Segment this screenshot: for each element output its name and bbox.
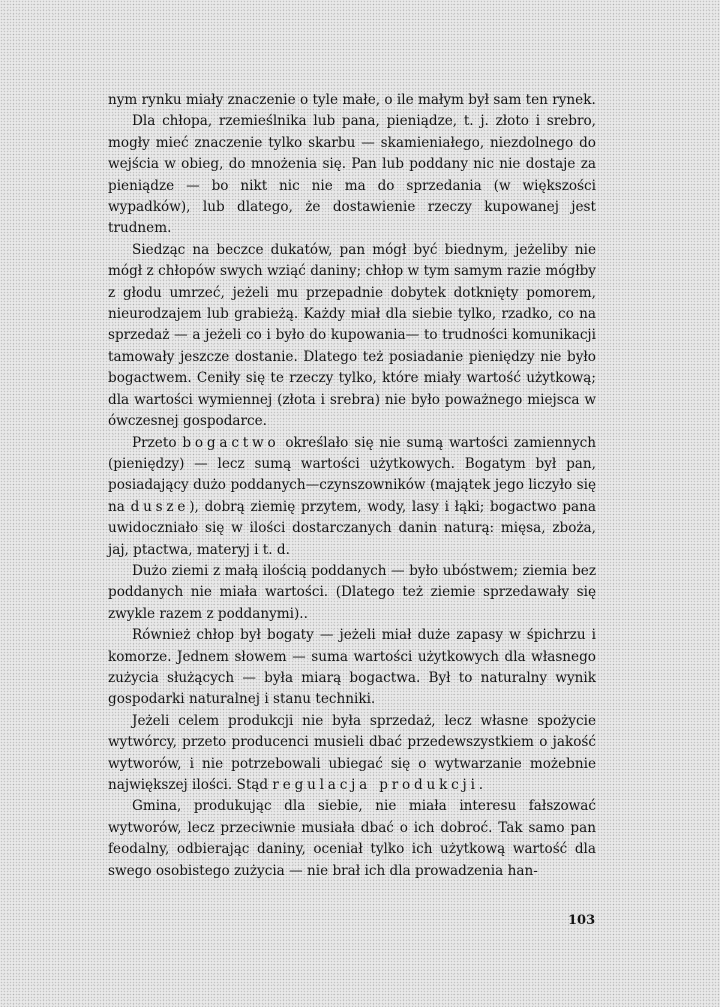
page-text (108, 90, 596, 882)
spaced-emphasis-text: bogactwo (182, 434, 280, 451)
paragraph-text-run: Dużo ziemi z małą ilością poddanych — było ubóstwem; ziemia bez poddanych nie miała wartości. (Dlatego też ziemie sprzedawały się zwykle razem z poddanymi).. (108, 562, 596, 622)
paragraph-p4 (108, 433, 596, 561)
page-number: 103 (568, 913, 596, 928)
spaced-emphasis-text: dusze (130, 498, 190, 515)
paragraph-text-run: Siedząc na beczce dukatów, pan mógł być biednym, jeżeliby nie mógł z chłopów swych wziąć daniny; chłop w tym samym razie mógłby z głodu umrzeć, jeżeli mu przepadnie dobytek dotknięty pomorem, nieurodzajem lub grabieżą. Każdy miał dla siebie tylko, rzadko, co na sprzedaż — a jeżeli co i było do kupowania— to trudności komunikacji tamowały jeszcze dostanie. Dlatego też posiadanie pieniędzy nie było bogactwem. Ceniły się te rzeczy tylko, które miały wartość użytkową; dla wartości wymiennej (złota i srebra) nie było poważnego miejsca w ówczesnej gospodarce. (108, 241, 596, 430)
paragraph-text-run: . (478, 777, 484, 793)
paragraph-text-run: Jeżeli celem produkcji nie była sprzedaż, lecz własne spożycie wytwórcy, przeto producenci musieli dbać przedewszystkiem o jakość wytworów, i nie potrzebowali ubiegać się o wytwarzanie możebnie największej ilości. Stąd (108, 712, 596, 793)
paragraph-text-run: Przeto (132, 434, 183, 451)
paragraph-p2 (108, 111, 596, 239)
paragraph-text-run: ), dobrą ziemię przytem, wody, lasy i łąki; bogactwo pana uwidoczniało się w ilości dostarczanych danin naturą: mięsa, zboża, jaj, ptactwa, materyj i t. d. (108, 498, 597, 558)
paragraph-p7 (108, 711, 596, 797)
paragraph-p1 (108, 90, 596, 111)
paragraph-p3 (108, 240, 596, 433)
paragraph-text-run: Gmina, produkując dla siebie, nie miała interesu fałszować wytworów, lecz przeciwnie musiała dbać o ich dobroć. Tak samo pan feodalny, odbierając daniny, oceniał tylko ich użytkową wartość dla swego osobistego zużycia — nie brał ich dla prowadzenia han- (108, 798, 596, 879)
spaced-emphasis-text: regulacja produkcji (272, 777, 479, 793)
paragraph-p6 (108, 625, 596, 711)
paragraph-p8 (108, 796, 596, 882)
paragraph-text-run: Dla chłopa, rzemieślnika lub pana, pieniądze, t. j. złoto i srebro, mogły mieć znaczenie tylko skarbu — skamieniałego, niezdolnego do wejścia w obieg, do mnożenia się. Pan lub poddany nic nie dostaje za pieniądze — bo nikt nic nie ma do sprzedania (w większości wypadków), lub dlatego, że dostawienie rzeczy kupowanej jest trudnem. (108, 113, 596, 237)
paragraph-p5 (108, 561, 596, 625)
paragraph-text-run: Również chłop był bogaty — jeżeli miał duże zapasy w śpichrzu i komorze. Jednem słowem — suma wartości użytkowych dla własnego zużycia służących — była miarą bogactwa. Był to naturalny wynik gospodarki naturalnej i stanu techniki. (108, 627, 596, 708)
paragraph-text-run: określało się nie sumą wartości zamiennych (pieniędzy) — lecz sumą wartości użytkowych. Bogatym był pan, posiadający dużo poddanych—czynszowników (majątek jego liczyło się na (108, 434, 596, 515)
paragraph-text-run: nym rynku miały znaczenie o tyle małe, o ile małym był sam ten rynek. (108, 92, 596, 108)
